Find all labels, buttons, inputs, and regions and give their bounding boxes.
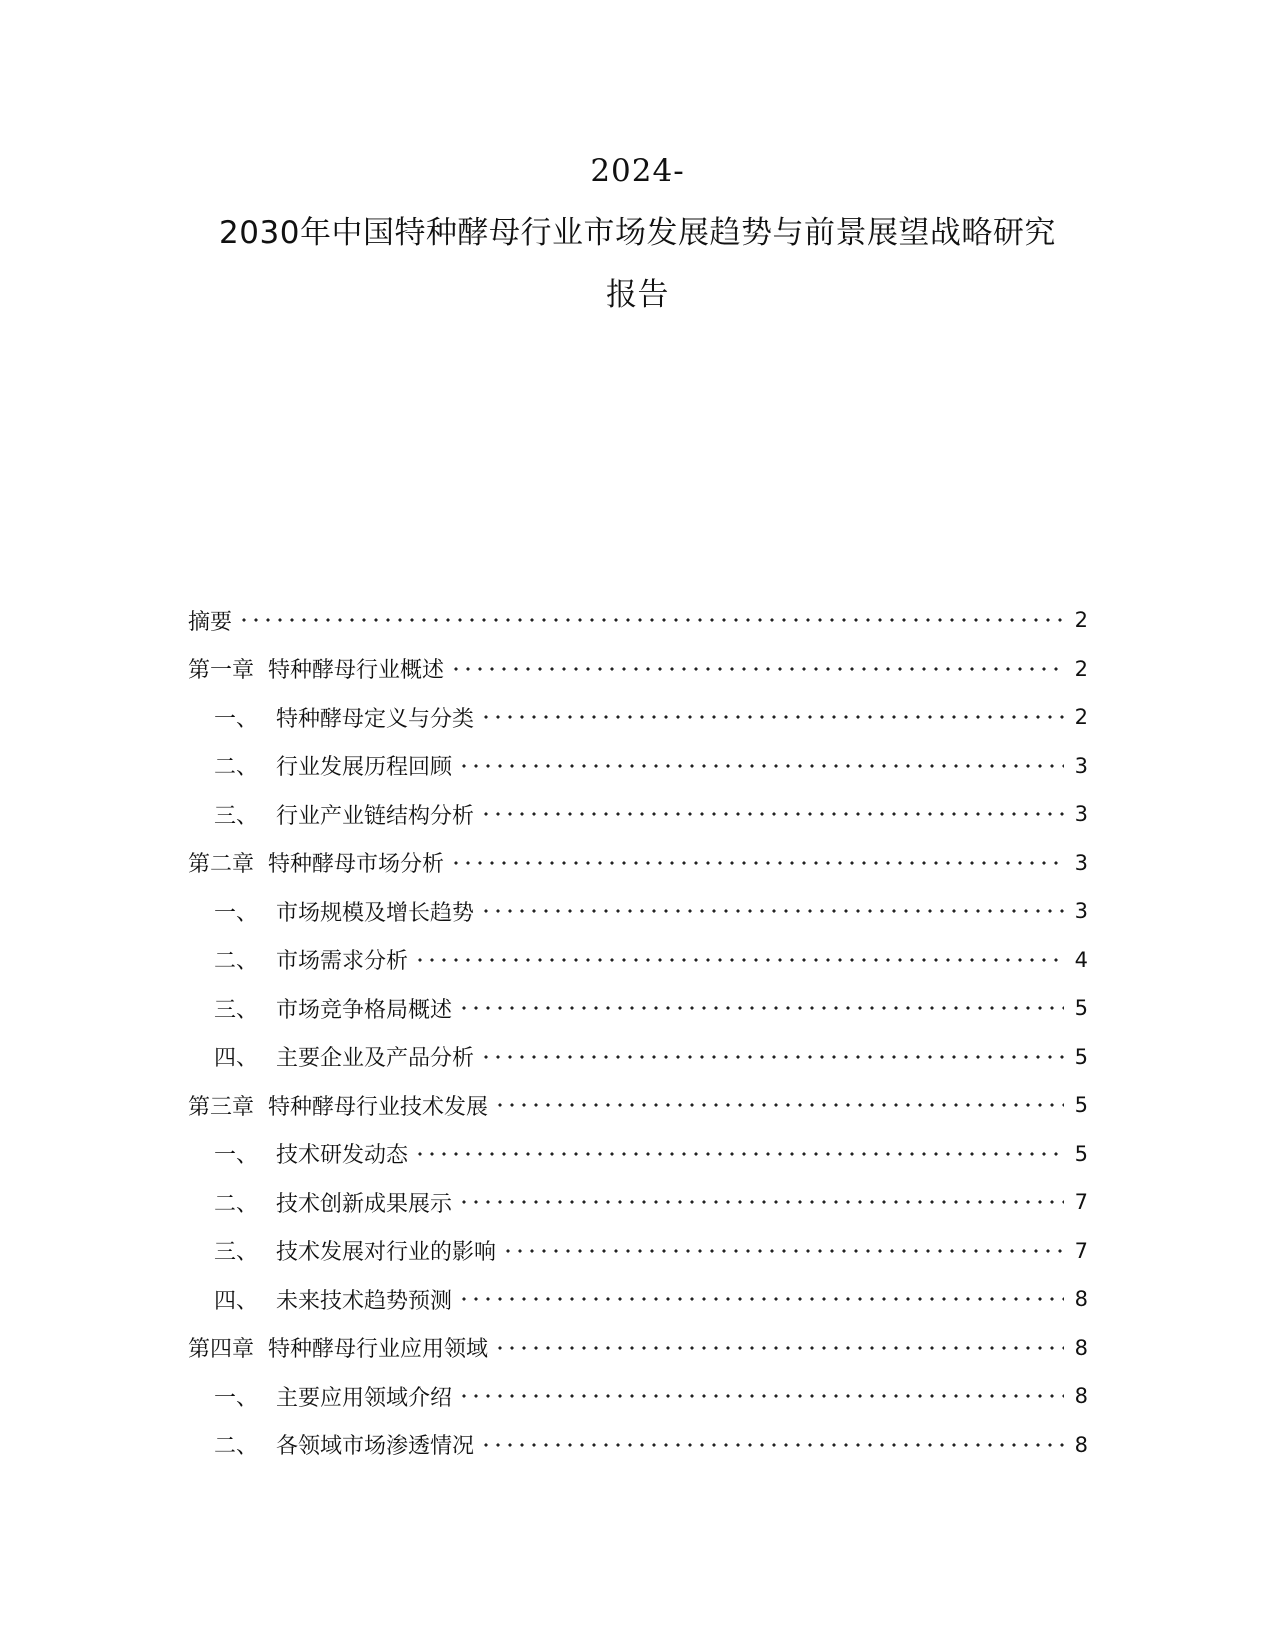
toc-entry-label: 未来技术趋势预测 <box>276 1288 453 1314</box>
toc-entry-number: 第一章 <box>188 658 255 684</box>
toc-dot-leader <box>414 1143 1064 1165</box>
toc-entry-label: 摘要 <box>188 609 233 635</box>
toc-section-entry[interactable] <box>188 790 1088 839</box>
toc-dot-leader <box>238 609 1064 631</box>
toc-dot-leader <box>480 900 1064 922</box>
toc-entry-label: 市场规模及增长趋势 <box>276 900 475 926</box>
toc-page-number: 8 <box>1074 1384 1088 1409</box>
toc-entry-number: 一、 <box>214 1385 259 1411</box>
toc-entry-number: 一、 <box>214 900 259 926</box>
toc-page-number: 5 <box>1074 996 1088 1021</box>
table-of-contents <box>188 596 1088 1469</box>
toc-chapter-entry[interactable] <box>188 645 1088 694</box>
toc-entry-number: 二、 <box>214 755 259 781</box>
toc-page-number: 3 <box>1074 850 1088 875</box>
toc-entry-label: 主要企业及产品分析 <box>276 1046 475 1072</box>
toc-section-entry[interactable] <box>188 1178 1088 1227</box>
toc-dot-leader <box>458 1191 1064 1213</box>
toc-section-entry[interactable] <box>188 1421 1088 1470</box>
toc-entry-number: 三、 <box>214 803 259 829</box>
toc-dot-leader <box>458 997 1064 1019</box>
toc-section-entry[interactable] <box>188 742 1088 791</box>
toc-entry-label: 技术创新成果展示 <box>276 1191 453 1217</box>
toc-dot-leader <box>414 949 1064 971</box>
toc-page-number: 8 <box>1074 1335 1088 1360</box>
toc-entry-number: 三、 <box>214 1240 259 1266</box>
toc-dot-leader <box>480 803 1064 825</box>
toc-page-number: 2 <box>1074 705 1088 730</box>
toc-entry-label: 行业产业链结构分析 <box>276 803 475 829</box>
toc-dot-leader <box>458 1385 1064 1407</box>
toc-page-number: 5 <box>1074 1141 1088 1166</box>
toc-entry-number: 四、 <box>214 1046 259 1072</box>
toc-page-number: 4 <box>1074 947 1088 972</box>
toc-entry-number: 第三章 <box>188 1094 255 1120</box>
toc-section-entry[interactable] <box>188 1130 1088 1179</box>
toc-dot-leader <box>480 1046 1064 1068</box>
toc-entry-number: 一、 <box>214 706 259 732</box>
toc-page-number: 3 <box>1074 802 1088 827</box>
toc-section-entry[interactable] <box>188 936 1088 985</box>
toc-dot-leader <box>450 658 1064 680</box>
toc-page-number: 8 <box>1074 1287 1088 1312</box>
toc-chapter-entry[interactable] <box>188 1081 1088 1130</box>
toc-entry-label: 特种酵母定义与分类 <box>276 706 475 732</box>
toc-entry-label: 特种酵母行业技术发展 <box>268 1094 489 1120</box>
toc-chapter-entry[interactable] <box>188 1324 1088 1373</box>
toc-section-entry[interactable] <box>188 1275 1088 1324</box>
toc-entry-number: 第二章 <box>188 852 255 878</box>
toc-entry-label: 技术发展对行业的影响 <box>276 1240 497 1266</box>
toc-entry-label: 特种酵母市场分析 <box>268 852 445 878</box>
toc-section-entry[interactable] <box>188 887 1088 936</box>
toc-entry-number: 二、 <box>214 949 259 975</box>
toc-page-number: 8 <box>1074 1432 1088 1457</box>
toc-section-entry[interactable] <box>188 693 1088 742</box>
toc-section-entry[interactable] <box>188 1227 1088 1276</box>
toc-entry-number: 二、 <box>214 1434 259 1460</box>
toc-entry-label: 市场竞争格局概述 <box>276 997 453 1023</box>
toc-page-number: 7 <box>1074 1238 1088 1263</box>
toc-page-number: 3 <box>1074 753 1088 778</box>
toc-entry-label: 主要应用领域介绍 <box>276 1385 453 1411</box>
toc-dot-leader <box>450 852 1064 874</box>
title-line-3: 报告 <box>606 277 669 313</box>
toc-dot-leader <box>494 1094 1064 1116</box>
toc-dot-leader <box>480 1434 1064 1456</box>
toc-chapter-entry[interactable] <box>188 596 1088 645</box>
toc-page-number: 5 <box>1074 1093 1088 1118</box>
toc-entry-label: 市场需求分析 <box>276 949 409 975</box>
title-line-1: 2024- <box>590 153 685 189</box>
toc-dot-leader <box>480 706 1064 728</box>
toc-entry-label: 特种酵母行业概述 <box>268 658 445 684</box>
report-title <box>0 140 1275 326</box>
toc-entry-number: 三、 <box>214 997 259 1023</box>
toc-page-number: 2 <box>1074 656 1088 681</box>
toc-page-number: 2 <box>1074 608 1088 633</box>
toc-chapter-entry[interactable] <box>188 839 1088 888</box>
toc-dot-leader <box>494 1337 1064 1359</box>
toc-entry-number: 第四章 <box>188 1337 255 1363</box>
toc-page-number: 5 <box>1074 1044 1088 1069</box>
toc-page-number: 7 <box>1074 1190 1088 1215</box>
toc-dot-leader <box>458 755 1064 777</box>
toc-section-entry[interactable] <box>188 1372 1088 1421</box>
toc-entry-label: 技术研发动态 <box>276 1143 409 1169</box>
toc-section-entry[interactable] <box>188 984 1088 1033</box>
toc-page-number: 3 <box>1074 899 1088 924</box>
toc-entry-label: 行业发展历程回顾 <box>276 755 453 781</box>
toc-entry-number: 一、 <box>214 1143 259 1169</box>
toc-dot-leader <box>502 1240 1064 1262</box>
toc-entry-label: 各领域市场渗透情况 <box>276 1434 475 1460</box>
toc-dot-leader <box>458 1288 1064 1310</box>
toc-entry-number: 四、 <box>214 1288 259 1314</box>
toc-entry-number: 二、 <box>214 1191 259 1217</box>
title-line-2: 2030年中国特种酵母行业市场发展趋势与前景展望战略研究 <box>219 215 1056 251</box>
toc-section-entry[interactable] <box>188 1033 1088 1082</box>
toc-entry-label: 特种酵母行业应用领域 <box>268 1337 489 1363</box>
